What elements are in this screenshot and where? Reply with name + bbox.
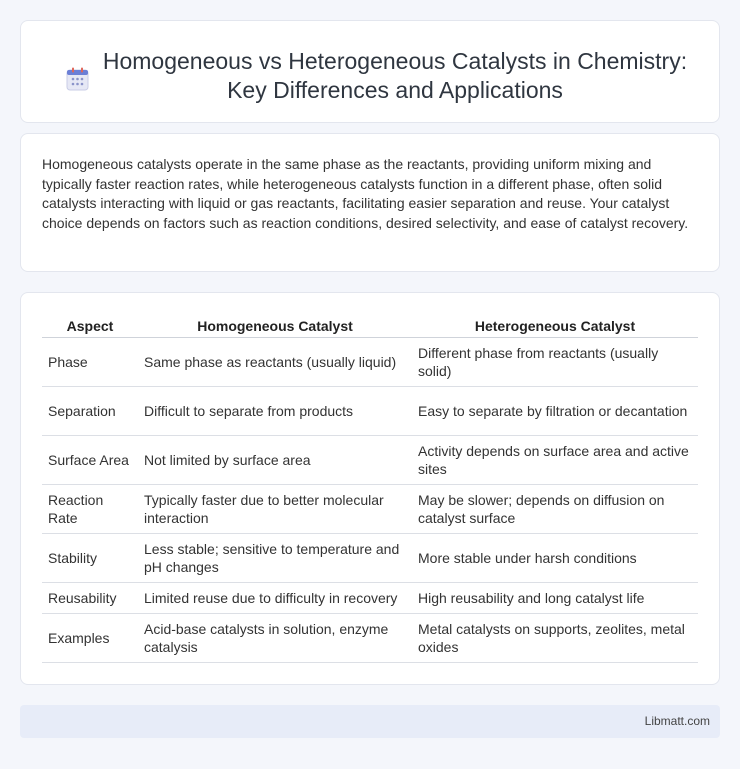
cell-heterogeneous: More stable under harsh conditions	[412, 533, 698, 582]
cell-aspect: Phase	[42, 337, 138, 386]
cell-aspect: Surface Area	[42, 435, 138, 484]
table-row	[42, 533, 698, 582]
header-aspect: Aspect	[42, 316, 138, 337]
footer-brand[interactable]: Libmatt.com	[644, 714, 710, 728]
cell-heterogeneous: Metal catalysts on supports, zeolites, metal oxides	[412, 613, 698, 662]
intro-paragraph: Homogeneous catalysts operate in the same phase as the reactants, providing uniform mixing and typically faster reaction rates, while heterogeneous catalysts function in a different phase, often solid catalysts interacting with liquid or gas reactants, facilitating easier separation and reuse. Your catalyst choice depends on factors such as reaction conditions, desired selectivity, and ease of catalyst recovery.	[42, 156, 689, 231]
cell-homogeneous: Same phase as reactants (usually liquid)	[138, 337, 412, 386]
comparison-table	[42, 316, 698, 663]
cell-heterogeneous: Activity depends on surface area and active sites	[412, 435, 698, 484]
table-row	[42, 582, 698, 613]
cell-homogeneous: Difficult to separate from products	[138, 386, 412, 435]
cell-aspect: Reaction Rate	[42, 484, 138, 533]
header-heterogeneous: Heterogeneous Catalyst	[412, 316, 698, 337]
document-icon	[66, 67, 90, 91]
table-row	[42, 484, 698, 533]
cell-homogeneous: Limited reuse due to difficulty in recovery	[138, 582, 412, 613]
cell-heterogeneous: Easy to separate by filtration or decantation	[412, 386, 698, 435]
cell-homogeneous: Typically faster due to better molecular interaction	[138, 484, 412, 533]
cell-heterogeneous: High reusability and long catalyst life	[412, 582, 698, 613]
page-title: Homogeneous vs Heterogeneous Catalysts in Chemistry: Key Differences and Applications	[102, 48, 688, 103]
intro-card	[20, 133, 720, 272]
cell-heterogeneous: Different phase from reactants (usually solid)	[412, 337, 698, 386]
cell-aspect: Separation	[42, 386, 138, 435]
cell-heterogeneous: May be slower; depends on diffusion on catalyst surface	[412, 484, 698, 533]
cell-aspect: Stability	[42, 533, 138, 582]
cell-homogeneous: Not limited by surface area	[138, 435, 412, 484]
table-header-row	[42, 316, 698, 337]
table-row	[42, 435, 698, 484]
title-card	[20, 20, 720, 123]
cell-homogeneous: Less stable; sensitive to temperature and pH changes	[138, 533, 412, 582]
header-homogeneous: Homogeneous Catalyst	[138, 316, 412, 337]
table-row	[42, 613, 698, 662]
cell-aspect: Examples	[42, 613, 138, 662]
cell-homogeneous: Acid-base catalysts in solution, enzyme catalysis	[138, 613, 412, 662]
footer	[20, 705, 720, 738]
cell-aspect: Reusability	[42, 582, 138, 613]
table-row	[42, 337, 698, 386]
table-row	[42, 386, 698, 435]
comparison-card	[20, 292, 720, 685]
